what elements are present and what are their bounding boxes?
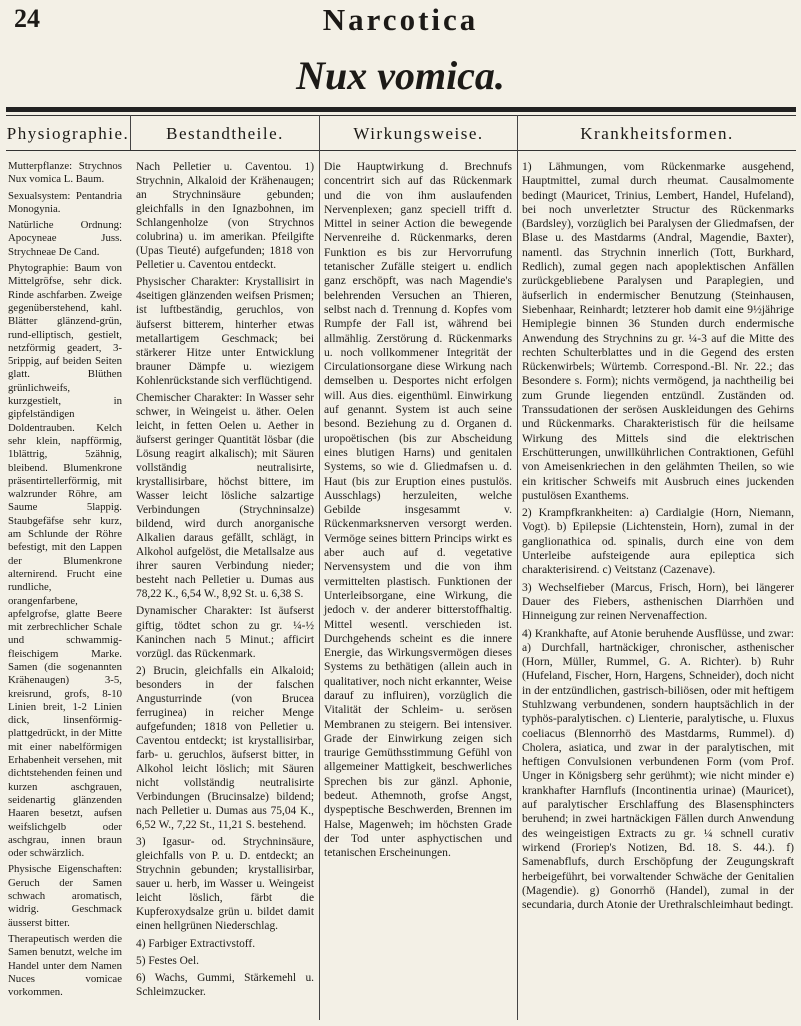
chemischer-charakter-paragraph: Chemischer Charakter: In Wasser sehr schwer, in Weingeist u. äther. Oelen leicht, in fetten Oelen u. Aether in äufserst geringer Quantität lösbar (die Lösung reagirt alkalisch); mit Säuren vollständig neutralisirte, krystallisirbare, höchst bittere, im Wasser leicht lösliche salzartige Verbindungen (Strychninsalze) bildend, wird durch anorganische Alkalien daraus gefällt, schlägt, in Alkohol aufgelöst, die Metallsalze aus ihrer sauren Verbindung nieder; besteht nach Pelletier u. Dumas aus 78,22 K., 6,54 W., 8,92 St. u. 6,38 S. xyxy=(136,391,314,601)
column-header-bestandtheile: Bestandtheile. xyxy=(166,124,284,143)
column-header-wirkungsweise: Wirkungsweise. xyxy=(353,124,484,143)
column-bestandtheile xyxy=(136,160,314,1002)
wechselfieber-paragraph: 3) Wechselfieber (Marcus, Frisch, Horn), bei längerer Dauer des Fiebers, asthenischen Diarrhöen und Hinneigung zur reinen Nervenaffection. xyxy=(522,580,794,623)
ausfluesse-paragraph: 4) Krankhafte, auf Atonie beruhende Ausflüsse, und zwar: a) Durchfall, hartnäckiger, chronischer, asthenischer (Horn, Müller, Rummel, G. A. Richter). b) Ruhr (Hufeland, Fischer, Horn, Hargens, Schneider), doch nicht in der entzündlichen, gastrisch-biliösen, oder mit heftigem Stuhlzwang verbundenen, sondern hauptsächlich in der typhös-paralytischen. c) Lienterie, paralytische, u. Fluxus coeliacus (Blennorrhö des Mastdarms, Rummel). d) Cholera, asiatica, und zwar in der paralytischen, mit heftigen Convulsionen verbundenen Form (vom Prof. Unger in Königsberg sehr gerühmt); wie nicht minder e) krankhafter Harnflufs (Incontinentia urinae) (Mauricet), auf paralytischer Erschlaffung des Blasensphincters beruhend; in zwei hartnäckigen Fällen durch Anwendung des weingeistigen Extracts zu gr. ¼ schnell curativ wirkend (Froriep's Notizen, Bd. 18. S. 44.). f) Samenabflufs, durch Erschöpfung der Zeugungskraft herbeigeführt, bei vorwaltender Schwäche der Genitalien (Magendie). g) Gonorrhö (Handel), zumal in der secundaria, durch Atonie der Urethralschleimhaut bedingt. xyxy=(522,626,794,912)
brucin-paragraph: 2) Brucin, gleichfalls ein Alkaloid; besonders in der falschen Angusturrinde (von Brucea ferruginea) in reicher Menge aufgefunden; 1818 von Pelletier u. Caventou entdeckt; ist krystallisirbar, farb- u. geruchlos, äufserst bitter, in Alkohol leicht löslich; mit Säuren nicht vollständig neutralisirte Verbindungen (Brucinsalze) bildend; nach Pelletier u. Dumas aus 75,04 K., 6,52 W., 7,22 St., 11,21 S. bestehend. xyxy=(136,664,314,832)
therapeutisch-paragraph: Therapeutisch werden die Samen benutzt, welche im Handel unter dem Namen Nuces vomicae vorkommen. xyxy=(8,932,122,999)
running-title: Narcotica xyxy=(322,2,479,37)
sexualsystem-paragraph: Sexualsystem: Pentandria Monogynia. xyxy=(8,189,122,215)
eigenschaften-paragraph: Physische Eigenschaften: Geruch der Samen schwach aromatisch, widrig. Geschmack äusserst bitter. xyxy=(8,863,122,929)
column-physiographie xyxy=(8,160,122,1002)
dynamischer-charakter-paragraph: Dynamischer Charakter: Ist äufserst giftig, tödtet schon zu gr. ¼-½ Kaninchen nach 5 Minut.; afficirt vorzügl. das Rückenmark. xyxy=(136,605,314,660)
column-wirkungsweise xyxy=(324,160,512,864)
column-divider xyxy=(517,115,518,1020)
igasursaeure-paragraph: 3) Igasur- od. Strychninsäure, gleichfalls von P. u. D. entdeckt; an Strychnin gebunden; krystallisirbar, sauer u. herb, im Wasser u. Weingeist leicht löslich, färbt die Kupferoxydsalze grün u. bildet damit einen hellgrünen Niederschlag. xyxy=(136,836,314,933)
header-rule-thin xyxy=(6,115,796,116)
article-title: Nux vomica. xyxy=(296,53,505,98)
column-header-physiographie: Physiographie. xyxy=(6,124,130,143)
column-header-krankheitsformen: Krankheitsformen. xyxy=(580,124,734,143)
page-number: 24 xyxy=(14,4,40,33)
extractivstoff-paragraph: 4) Farbiger Extractivstoff. xyxy=(136,937,256,950)
strychnin-paragraph: Nach Pelletier u. Caventou. 1) Strychnin, Alkaloid der Krähenaugen; an Strychninsäure gebunden; gleichfalls in den Ignazbohnen, im Schlangenholze (von Strychnos colubrina) u. im amerikan. Pfeilgifte (Upas Tieuté) aufgefunden; 1818 von Pelletier u. Caventou entdeckt. xyxy=(136,161,314,272)
column-header-rule xyxy=(6,150,796,151)
column-divider xyxy=(130,115,131,150)
wirkungsweise-paragraph: Die Hauptwirkung d. Brechnufs concentrirt sich auf das Rückenmark und die von ihm auslaufenden Nervenplexen; ganz speciell trifft d. Mittel in seiner Action die bewegende Nervenreihe d. Rückenmarks, deren Funktion es bis zur Hervorrufung tetanischer Zufälle steigert u. endlich ganz erschöpft, was nach Magendie's belehrenden Versuchen an Thieren, selbst nach d. Trennung d. Kopfes vom Rumpfe der Fall ist, während bei allmählig. Zerstörung d. Rückenmarks u. noch vollkommener Integrität der Circulationsorgane diese Wirkung nach demselben u. Desportes nicht erfolgen will. Aus dies. eigenthüml. Einwirkung auf genannt. System ist auch seine besond. Beziehung zu d. Organen d. uropoëtischen (bis zur Abscheidung eines blutigen Harns) und genitalen Systems, so wie d. Gliedmafsen u. d. Haut (bis zur Eruption eines pustulös. Ausschlags) herzuleiten, welche Gebilde insgesammt v. Rückenmarksnerven versorgt werden. Vermöge seines bittern Princips wirkt es aber auch auf d. vegetative Nervensystem und die von ihm vermittelten plastisch. Funktionen der Unterleibsorgane, eine Wirkung, die jedoch v. der anderer bitterstoffhaltig. Mittel wesentl. verschieden ist. Durchgehends scheint es die innere Energie, das Wirkungsvermögen dieses Systems zu bethätigen (allein auch in qualitativer, noch nicht erkannter, Weise darauf zu influiren), vorzüglich die Vitalität der Schleim- u. serösen Membranen zu steigern. Bei intensiver. Grade der Einwirkung zeigen sich traurige Gemüthsstimmung Gefühl von allgemeiner Mattigkeit, beschwerliches Sprechen bis zur gänzl. Aphonie, bedeut. Athemnoth, grofse Angst, dyspeptische Beschwerden, Brennen im Halse, Magenweh; im höchsten Grade der Tod unter asphyctischen und tetanischen Erscheinungen. xyxy=(324,160,512,860)
krampfkrankheiten-paragraph: 2) Krampfkrankheiten: a) Cardialgie (Horn, Niemann, Vogt). b) Epilepsie (Lichtenstein, Horn), zumal in der ganglioпathica od. spinalis, durch eine von dem Unterleibe aufsteigende aura epileptica sich charakterisirend. c) Veitstanz (Cazenave). xyxy=(522,506,794,577)
column-krankheitsformen xyxy=(522,160,794,915)
column-divider xyxy=(319,115,320,1020)
oel-paragraph: 5) Festes Oel. xyxy=(136,954,199,967)
ordnung-paragraph: Natürliche Ordnung: Apocyneae Juss. Strychneae De Cand. xyxy=(8,219,122,258)
laehmungen-paragraph: 1) Lähmungen, vom Rückenmarke ausgehend, Hauptmittel, zumal durch rheumat. Causalmomente bedingt (Mauricet, Trinius, Lembert, Handel, Hufeland), bei noch unverletzter Structur des Rückenmarks (Bardsley), vorzüglich bei Paralysen der Gliedmafsen, der Blase u. des Mastdarms (Andral, Magendie, Baxter), namentl. das Strychnin innerlich (Tott, Burkhard, Redlich), zumal gegen nach apoplektischen Anfällen zurückgebliebene Paralysen und Paraplegien, und äufserlich in endermischer Benutzung (Steinhausen, Siebenhaar, Reinhardt; letzterer hob damit eine 9½jährige Hemiplegie binnen 36 Stunden durch endermische Anwendung des Strychnins zu gr. ¼-3 auf die Mitte des rechten Schulterblattes und in die Gegend des ersten Rückenwirbels; Würtemb. Correspond.-Bl. Nr. 22.; das Besondere s. Form); nichts vermögend, ja nachtheilig bei zum Grunde liegenden entzündl. Zuständen od. Transsudationen der serösen Auskleidungen des Gehirns und Rückenmarks. Charakteristisch für die heilsame Wirkung des Mittels sind die elektrischen Erschütterungen, unwillkührlichen Contraktionen, Gefühl von Ameisenkriechen in den gelähmten Theilen, so wie ein kritischer Schweifs mit Ausbruch eines juckenden pustulösen Exanthems. xyxy=(522,160,794,502)
physischer-charakter-paragraph: Physischer Charakter: Krystallisirt in 4seitigen glänzenden weifsen Prismen; ist luftbeständig, geruchlos, von äufserst bitterem, hinterher etwas metallartigem Geschmack; bei stärkerer Hitze unter Entwicklung brauner Dämpfe u. wiezigem Kohlenrückstande sich verflüchtigend. xyxy=(136,276,314,387)
phytographie-paragraph: Phytographie: Baum von Mittelgröfse, sehr dick. Rinde aschfarben. Zweige gegenüberstehend, kahl. Blätter glänzend-grün, rund-elliptisch, gestielt, netzförmig geadert, 3-5rippig, auf beiden Seiten glatt. Blüthen grünlichweifs, kurzgestielt, in gipfelständigen Doldentrauben. Kelch sehr klein, napfförmig, 1blättrig, 5zähnig, bleibend. Blumenkrone präsentirtellerförmig, mit walzrunder Röhre, am Saume 5lappig. Staubgefäfse sehr kurz, am Schlunde der Röhre befestigt, mit den Lappen der Blumenkrone alternirend. Frucht eine rundliche, orangenfarbene, apfelgrofse, glatte Beere mit zerbrechlicher Schale und schwammig-fleischigem Marke. Samen (die sogenannten Krähenaugen) 3-5, kreisrund, grofs, 8-10 Linien breit, 1-2 Linien dick, linsenförmig-plattgedrückt, in der Mitte mit einer nabelförmigen Erhabenheit versehen, mit dichtstehenden feinen und kurzen aschgrauen, seidenartig glänzenden Haaren besetzt, aufsen weifslichgelb oder aschgrau, innen braun oder schwärzlich. xyxy=(8,262,122,860)
header-rule-thick xyxy=(6,107,796,112)
mutterpflanze-paragraph: Mutterpflanze: Strychnos Nux vomica L. Baum. xyxy=(8,160,122,186)
wachs-paragraph: 6) Wachs, Gummi, Stärkemehl u. Schleimzucker. xyxy=(136,971,314,998)
